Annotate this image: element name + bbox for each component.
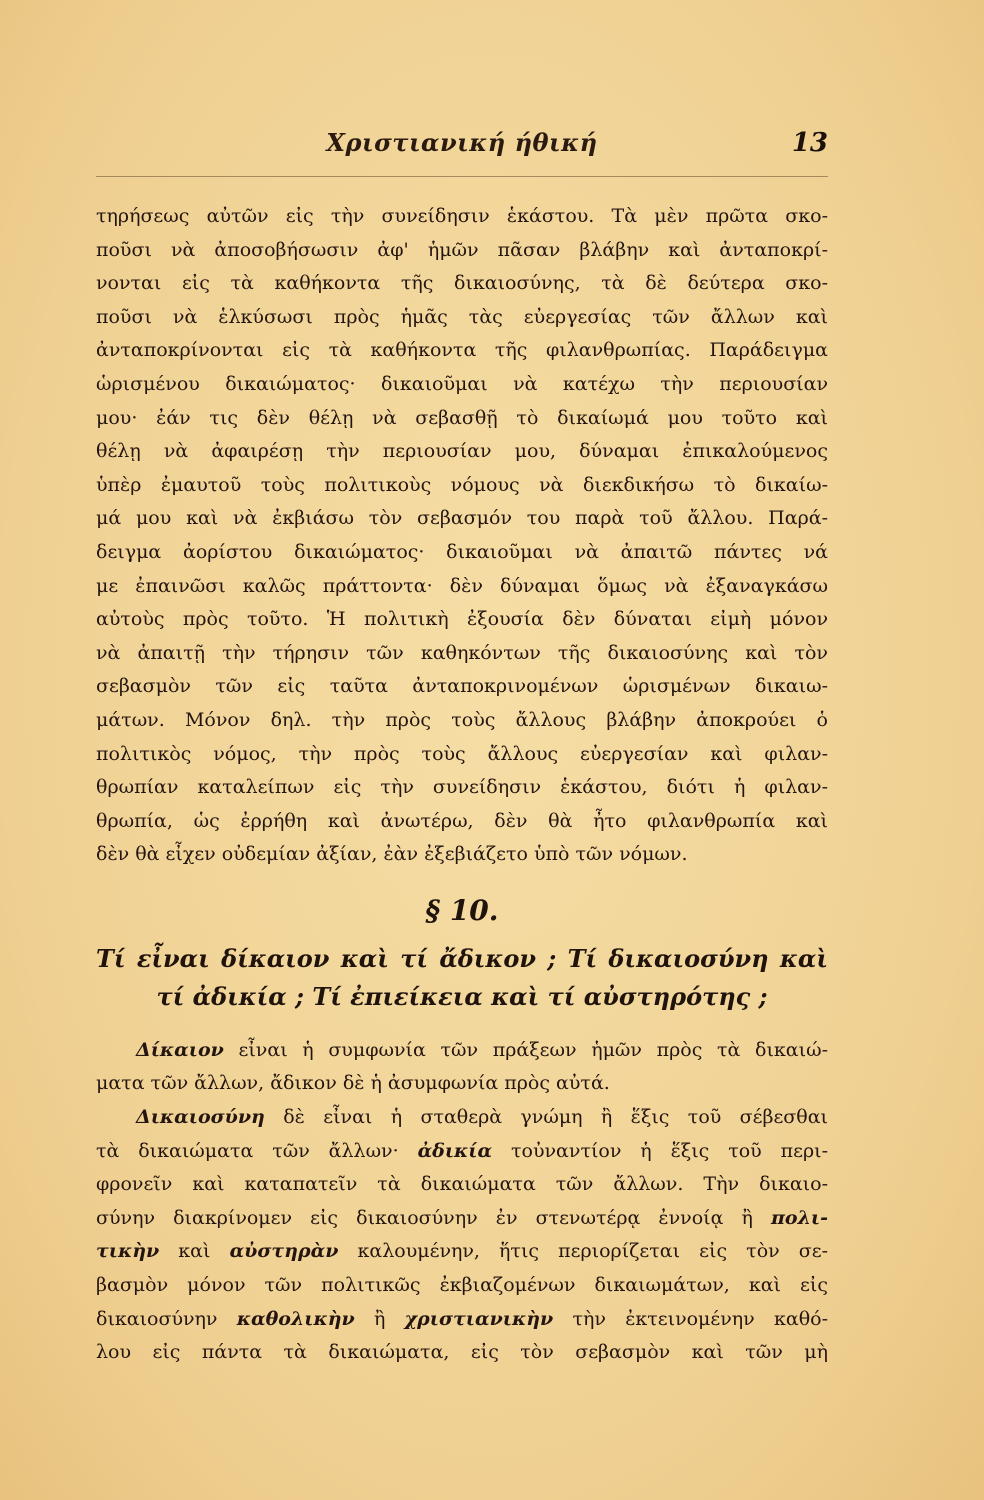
paragraph-3	[96, 1101, 828, 1370]
text-run: καὶ	[159, 1240, 230, 1263]
text-line: φρονεῖν καὶ καταπατεῖν τὰ δικαιώματα τῶν ἄλλων. Τὴν δικαιο-	[96, 1173, 828, 1196]
text-line: μά μου καὶ νὰ ἐκβιάσω τὸν σεβασμόν του παρὰ τοῦ ἄλλου. Παρά-	[96, 507, 828, 530]
text-run: καλουμένην, ἥτις περιορίζεται εἰς τὸν σε-	[338, 1240, 828, 1263]
text-line: μου· ἐάν τις δὲν θέλῃ νὰ σεβασθῇ τὸ δικαίωμά μου τοῦτο καὶ	[96, 406, 828, 429]
text-line: θρωπίαν καταλείπων εἰς τὴν συνείδησιν ἑκάστου, διότι ἡ φιλαν-	[96, 776, 828, 799]
section-question	[96, 940, 828, 1016]
text-run: τὰ δικαιώματα τῶν ἄλλων·	[96, 1139, 418, 1162]
body-text	[96, 200, 828, 1370]
section-question-line: τί ἀδικία ; Τί ἐπιείκεια καὶ τί αὐστηρότης ;	[156, 981, 768, 1011]
text-line	[96, 1034, 828, 1068]
text-line: ἀνταποκρίνονται εἰς τὰ καθήκοντα τῆς φιλανθρωπίας. Παράδειγμα	[96, 339, 828, 362]
page-header	[96, 128, 828, 168]
defined-term: αὐστηρὰν	[229, 1240, 339, 1263]
page-number: 13	[791, 128, 828, 158]
text-line: δειγμα ἀορίστου δικαιώματος· δικαιοῦμαι νὰ ἀπαιτῶ πάντες νά	[96, 540, 828, 563]
text-run: δικαιοσύνην	[96, 1307, 237, 1330]
section-question-line: Τί εἶναι δίκαιον καὶ τί ἄδικον ; Τί δικαιοσύνη καὶ	[96, 943, 828, 973]
text-run: τὴν ἐκτεινομένην καθό-	[553, 1307, 829, 1330]
text-run: ἢ	[354, 1307, 405, 1330]
text-line: τηρήσεως αὐτῶν εἰς τὴν συνείδησιν ἑκάστου. Τὰ μὲν πρῶτα σκο-	[96, 205, 828, 227]
text-line	[96, 1235, 828, 1269]
defined-term: καθολικὴν	[236, 1307, 355, 1330]
text-line: νὰ ἀπαιτῇ τὴν τήρησιν τῶν καθηκόντων τῆς δικαιοσύνης καὶ τὸν	[96, 641, 828, 664]
text-line: θρωπία, ὡς ἐρρήθη καὶ ἀνωτέρω, δὲν θὰ ἦτο φιλανθρωπία καὶ	[96, 809, 828, 832]
text-line: ποῦσι νὰ ἀποσοβήσωσιν ἀφ' ἡμῶν πᾶσαν βλάβην καὶ ἀνταποκρί-	[96, 238, 828, 261]
header-divider	[96, 176, 828, 177]
defined-term: πολι-	[771, 1206, 828, 1229]
text-line: ὑπὲρ ἐμαυτοῦ τοὺς πολιτικοὺς νόμους νὰ διεκδικήσω τὸ δικαίω-	[96, 473, 828, 496]
text-run: δὲ εἶναι ἡ σταθερὰ γνώμη ἢ ἕξις τοῦ σέβεσθαι	[264, 1106, 828, 1129]
text-line	[96, 1303, 828, 1337]
text-line: θέλῃ νὰ ἀφαιρέσῃ τὴν περιουσίαν μου, δύναμαι ἐπικαλούμενος	[96, 440, 828, 463]
text-run: τοὐναντίον ἡ ἕξις τοῦ περι-	[492, 1139, 828, 1162]
text-line: νονται εἰς τὰ καθήκοντα τῆς δικαιοσύνης, τὰ δὲ δεύτερα σκο-	[96, 272, 828, 295]
text-line	[96, 1202, 828, 1236]
text-line: ματα τῶν ἄλλων, ἄδικον δὲ ἡ ἀσυμφωνία πρὸς αὐτά.	[96, 1072, 610, 1095]
paragraph-1	[96, 200, 828, 872]
text-line: ὡρισμένου δικαιώματος· δικαιοῦμαι νὰ κατέχω τὴν περιουσίαν	[96, 372, 828, 395]
defined-term: ἀδικία	[417, 1139, 493, 1162]
text-run: εἶναι ἡ συμφωνία τῶν πράξεων ἡμῶν πρὸς τὰ δικαιώ-	[223, 1038, 828, 1061]
text-line: μάτων. Μόνον δηλ. τὴν πρὸς τοὺς ἄλλους βλάβην ἀποκρούει ὁ	[96, 708, 828, 731]
defined-term: χριστιανικὴν	[404, 1307, 554, 1330]
defined-term: Δικαιοσύνη	[136, 1106, 265, 1129]
text-line: πολιτικὸς νόμος, τὴν πρὸς τοὺς ἄλλους εὐεργεσίαν καὶ φιλαν-	[96, 742, 828, 765]
section-number: § 10.	[425, 893, 499, 927]
text-line: βασμὸν μόνον τῶν πολιτικῶς ἐκβιαζομένων δικαιωμάτων, καὶ εἰς	[96, 1274, 828, 1297]
text-line: λου εἰς πάντα τὰ δικαιώματα, εἰς τὸν σεβασμὸν καὶ τῶν μὴ	[96, 1341, 828, 1364]
text-run: σύνην διακρίνομεν εἰς δικαιοσύνην ἐν στενωτέρᾳ ἐννοίᾳ ἢ	[96, 1206, 772, 1229]
text-line: σεβασμὸν τῶν εἰς ταῦτα ἀνταποκρινομένων ὡρισμένων δικαιω-	[96, 675, 828, 698]
running-title: Χριστιανική ήθική	[326, 128, 598, 157]
defined-term: Δίκαιον	[136, 1038, 224, 1061]
text-line	[96, 1135, 828, 1169]
text-line	[96, 1101, 828, 1135]
defined-term: τικὴν	[96, 1240, 160, 1263]
paragraph-2	[96, 1034, 828, 1101]
text-line: δὲν θὰ εἶχεν οὐδεμίαν ἀξίαν, ἐὰν ἐξεβιάζετο ὑπὸ τῶν νόμων.	[96, 843, 688, 866]
text-line: ποῦσι νὰ ἑλκύσωσι πρὸς ἡμᾶς τὰς εὐεργεσίας τῶν ἄλλων καὶ	[96, 305, 828, 328]
text-line: αὐτοὺς πρὸς τοῦτο. Ἡ πολιτικὴ ἐξουσία δὲν δύναται εἰμὴ μόνον	[96, 608, 828, 631]
text-line: με ἐπαινῶσι καλῶς πράττοντα· δὲν δύναμαι ὅμως νὰ ἐξαναγκάσω	[96, 574, 828, 597]
